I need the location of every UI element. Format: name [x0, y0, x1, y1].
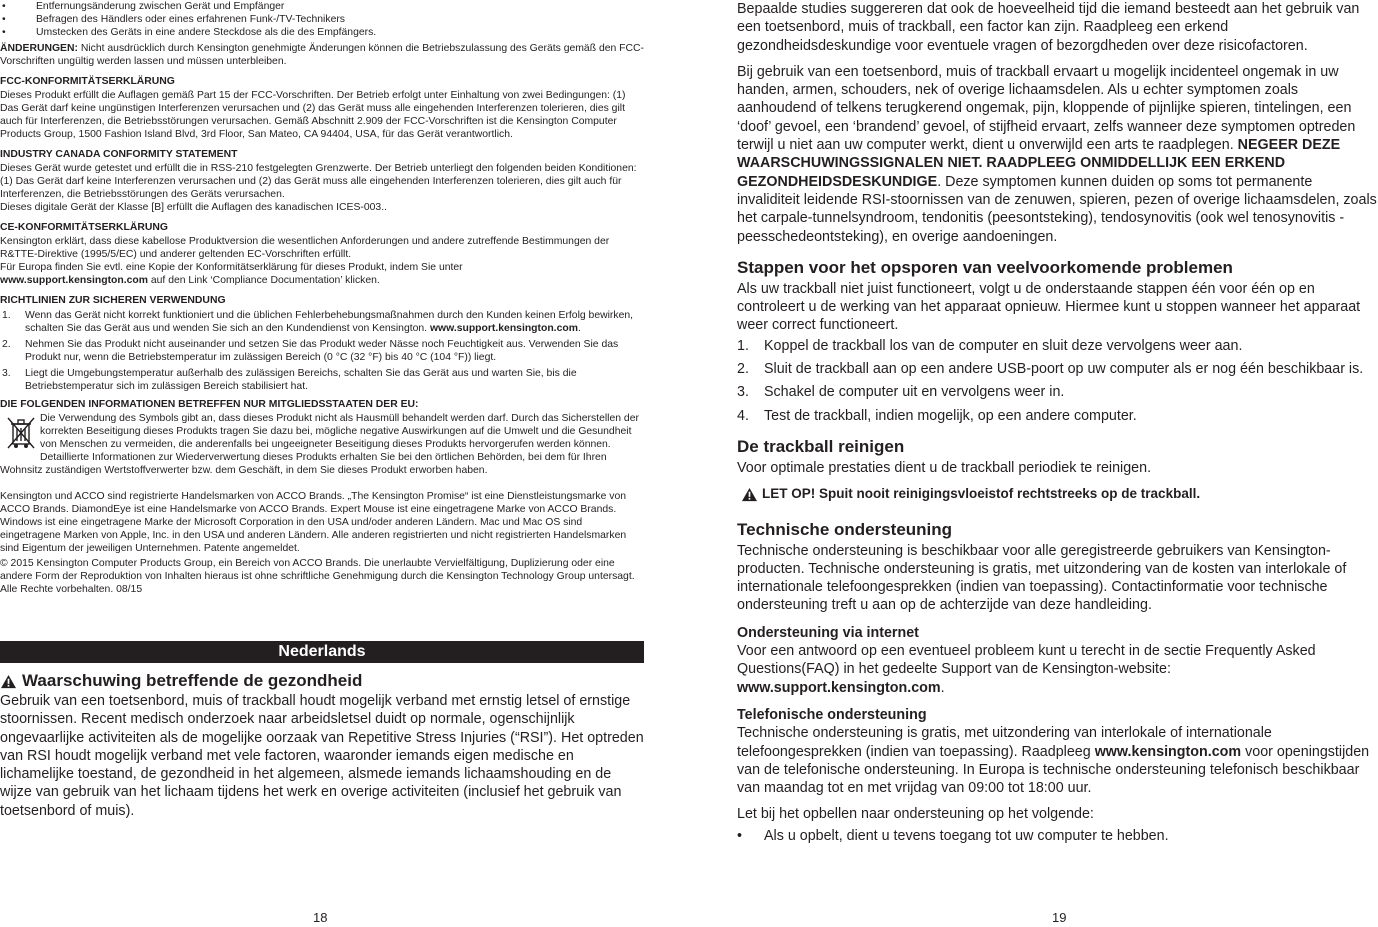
eu-text: Die Verwendung des Symbols gibt an, dass dieses Produkt nicht als Hausmüll behandelt werden darf. Durch das Sicherstellen der korrekten Beseitigung dieses Produkts tragen Sie dazu bei, mögliche negative Auswirkungen auf die Umwelt und die Gesundheit von Menschen zu vermeiden, die anderenfalls bei ungeeigneter Beseitigung dieses Produkts hervorgerufen werden können. Detaillierte Informationen zur Wiederverwertung dieses Produkts erhalten Sie bei den örtlichen Behörden, bei dem für Ihren Wohnsitz zuständigen Wertstoffverwerter bzw. dem Geschäft, in dem Sie dieses Produkt erworben haben.: [0, 413, 639, 476]
list-item: • Entfernungsänderung zwischen Gerät und Empfänger: [0, 0, 644, 13]
left-page: [0, 0, 648, 927]
list-number: 2.: [2, 339, 11, 350]
phone-support-heading: Telefonische ondersteuning: [737, 706, 927, 723]
safety-heading: RICHTLINIEN ZUR SICHEREN VERWENDUNG: [0, 295, 226, 306]
ce-text-2: Für Europa finden Sie evtl. eine Kopie der Konformitätserklärung für dieses Produkt, indem Sie unter: [0, 262, 463, 273]
changes-label: ÄNDERUNGEN:: [0, 43, 78, 54]
list-item: [737, 360, 1378, 378]
web-support-paragraph: [737, 642, 1378, 697]
safety-after-1: .: [577, 323, 581, 334]
list-number: 1.: [2, 310, 11, 321]
cleaning-text: Voor optimale prestaties dient u de trackball periodiek te reinigen.: [737, 459, 1152, 476]
warning-text: Gebruik van een toetsenbord, muis of trackball houdt mogelijk verband met ernstig letsel of ernstige stoornissen. Recent medisch onderzoek naar arbeidsletsel duidt op normale, ogenschijnlijk ongevaarlijke activiteiten als de mogelijke oorzaak van Repetitive Stress Injuries (“RSI”). Het optreden van RSI houdt mogelijk verband met vele factoren, waaronder iemands eigen medische en lichamelijke toestand, de gezondheid in het algemeen, alsmede iemands lichaamshouding en de wijze van gebruik van het lichaam tijdens het werk en overige activiteiten (inclusief het gebruik van toetsenbord of muis).: [0, 693, 644, 819]
phone-support-text-2: voor openingstijden van de telefonische ondersteuning. In Europa is technische ondersteuning telefonisch beschikbaar van maandag tot en met vrijdag van 09:00 tot 18:00 uur.: [737, 743, 1370, 797]
cleaning-caution: [741, 485, 1378, 503]
fcc-heading: FCC-KONFORMITÄTSERKLÄRUNG: [0, 76, 175, 87]
right-page: [737, 0, 1378, 927]
list-text: Sluit de trackball aan op een andere USB-poort op uw computer als er nog één beschikbaar is.: [764, 361, 1364, 378]
changes-text: Nicht ausdrücklich durch Kensington genehmigte Änderungen können die Betriebszulassung des Geräts gemäß den FCC-Vorschriften ungültig werden lassen und müssen unterbleiben.: [0, 43, 644, 67]
support-text: Technische ondersteuning is beschikbaar voor alle geregistreerde gebruikers van Kensington-producten. Technische ondersteuning is gratis, met uitzondering van de kosten van interlokale of internationale telefoongesprekken (indien van toepassing). Contactinformatie voor technische ondersteuning treft u aan op de achterzijde van deze handleiding.: [737, 542, 1347, 614]
list-item: [737, 407, 1378, 425]
intro2-end: . Deze symptomen kunnen duiden op soms tot permanente invaliditeit leidende RSI-stoornissen van de zenuwen, spieren, pezen of overige lichaamsdelen, zoals het carpale-tunnelsyndroom, tendonitis (peesontsteking), tendosynovitis (ook wel tenosynovitis - peesschedeontsteking), en overige aandoeningen.: [737, 173, 1377, 245]
list-number: 3.: [2, 368, 11, 379]
safety-text-1: Wenn das Gerät nicht korrekt funktioniert und die üblichen Fehlerbehebungsmaßnahmen durch den Kunden keinen Erfolg bewirken, schalten Sie das Gerät aus und wenden Sie sich an den Kundendienst von Kensington.: [25, 310, 634, 334]
web-support-text: Voor een antwoord op een eventueel probleem kunt u terecht in de sectie Frequently Asked Questions(FAQ) in het gedeelte Support van de Kensington-website:: [737, 643, 1316, 678]
ce-link[interactable]: www.support.kensington.com: [0, 275, 148, 286]
list-number: 3.: [737, 384, 749, 401]
web-support-after: .: [940, 679, 945, 696]
phone-support-text: Technische ondersteuning is gratis, met uitzondering van interlokale of internationale telefoongesprekken (indien van toepassing). Raadpleeg: [737, 725, 1272, 760]
list-text: Test de trackball, indien mogelijk, op een andere computer.: [764, 407, 1137, 424]
fcc-text: Dieses Produkt erfüllt die Auflagen gemäß Part 15 der FCC-Vorschriften. Der Betrieb erfolgt unter Einhaltung von zwei Bedingungen: (1) Das Gerät darf keine ungünstigen Interferenzen verursachen und (2) das Gerät muss alle eingehenden Interferenzen tolerieren, dies gilt auch für Interferenzen, die Betriebsstörungen verursachen. Gemäß Abschnitt 2.909 der FCC-Vorschriften ist die Kensington Computer Products Group, 1500 Fashion Island Blvd, 3rd Floor, San Mateo, CA 94404, USA, für das Gerät verantwortlich.: [0, 90, 626, 140]
list-text: Liegt die Umgebungstemperatur außerhalb des zulässigen Bereichs, schalten Sie das Gerät aus und warten Sie, bis die Betriebstemperatur sich im zulässigen Bereich stabilisiert hat.: [25, 368, 577, 392]
eu-heading: DIE FOLGENDEN INFORMATIONEN BETREFFEN NUR MITGLIEDSSTAATEN DER EU:: [0, 399, 419, 410]
list-item: [0, 309, 644, 335]
list-text: Nehmen Sie das Produkt nicht auseinander und setzen Sie das Produkt weder Nässe noch Feuchtigkeit aus. Verwenden Sie das Produkt nur, wenn die Betriebstemperatur im zulässigen Bereich (0 °C (32 °F) bis 40 °C (104 °F)) liegt.: [25, 339, 619, 363]
warning-title-text: Waarschuwing betreffende de gezondheid: [22, 671, 363, 690]
list-text: Koppel de trackball los van de computer en sluit deze vervolgens weer aan.: [764, 337, 1243, 354]
web-support-heading: Ondersteuning via internet: [737, 624, 919, 641]
page-number-left: 18: [313, 910, 328, 925]
eu-block: [0, 412, 644, 477]
list-text: [25, 309, 644, 335]
list-item: [737, 337, 1378, 355]
list-item: [0, 367, 644, 393]
list-item: • Umstecken des Geräts in eine andere Steckdose als die des Empfängers.: [0, 26, 644, 39]
web-support-link[interactable]: www.support.kensington.com: [737, 679, 941, 696]
phone-support-link[interactable]: www.kensington.com: [1094, 743, 1242, 760]
warning-title: [0, 670, 644, 692]
list-number: 2.: [737, 361, 749, 378]
ce-text: Kensington erklärt, dass diese kabellose Produktversion die wesentlichen Anforderungen und andere zutreffende Bestimmungen der R&TTE-Direktive (1995/5/EC) und anderer geltenden EC-Vorschriften erfüllt.: [0, 236, 610, 260]
ce-text-3-line: [0, 274, 644, 287]
call-intro: Let bij het opbellen naar ondersteuning op het volgende:: [737, 806, 1094, 823]
troubleshooting-heading: Stappen voor het opsporen van veelvoorkomende problemen: [737, 257, 1233, 277]
support-heading: Technische ondersteuning: [737, 519, 953, 539]
intro-paragraph-2: [737, 63, 1378, 246]
ce-heading: CE-KONFORMITÄTSERKLÄRUNG: [0, 222, 168, 233]
troubleshooting-intro: Als uw trackball niet juist functioneert, volgt u de onderstaande stappen één voor één op en controleert u de werking van het apparaat opnieuw. Hiermee kunt u stoppen wanneer het apparaat weer correct functioneert.: [737, 280, 1361, 334]
intro2-bold: NEGEER DEZE WAARSCHUWINGSSIGNALEN NIET. RAADPLEEG ONMIDDELLIJK EEN ERKEND GEZONDHEIDSDESKUNDIGE: [737, 137, 1341, 190]
weee-bin-icon: [0, 412, 40, 456]
caution-text: LET OP! Spuit nooit reinigingsvloeistof rechtstreeks op de trackball.: [762, 486, 1201, 502]
list-text: Als u opbelt, dient u tevens toegang tot uw computer te hebben.: [764, 827, 1169, 844]
interference-bullet-list: [0, 0, 644, 39]
canada-text-2: Dieses digitale Gerät der Klasse [B] erfüllt die Auflagen des kanadischen ICES-003..: [0, 202, 387, 213]
intro-paragraph-1: Bepaalde studies suggereren dat ook de hoeveelheid tijd die iemand besteedt aan het gebruik van een toetsenbord, muis of trackball, een factor kan zijn. Raadpleeg een erkend gezondheidsdeskundige voor eventuele vragen of bezorgdheden over deze risicofactoren.: [737, 1, 1360, 54]
trademarks-text: Kensington und ACCO sind registrierte Handelsmarken von ACCO Brands. „The Kensington Promise“ ist eine Dienstleistungsmarke von ACCO Brands. DiamondEye ist eine Handelsmarke von ACCO Brands. Expert Mouse ist eine eingetragene Marke von ACCO Brands. Windows ist eine eingetragene Marke der Microsoft Corporation in den USA und/oder anderen Ländern. Mac und Mac OS sind eingetragene Marken von Apple, Inc. in den USA und anderen Ländern. Alle anderen registrierten und nicht registrierten Handelsmarken sind Eigentum der jeweiligen Unternehmen. Patente angemeldet.: [0, 491, 627, 554]
support-link[interactable]: www.support.kensington.com: [429, 323, 578, 334]
call-bullet-list: [737, 827, 1378, 845]
list-item: [737, 827, 1378, 845]
bullet-icon: •: [737, 827, 743, 844]
list-number: 1.: [737, 337, 749, 354]
intro2-text: Bij gebruik van een toetsenbord, muis of trackball ervaart u mogelijk incidenteel ongemak in uw handen, armen, schouders, nek of overige lichaamsdelen. Als u echter symptomen zoals aanhoudend of telkens terugkerend ongemak, pijn, kloppende of pijnlijke spieren, tintelingen, een ‘doof’ gevoel, een ‘brandend’ gevoel, of stijfheid ervaart, zelfs wanneer deze symptomen optreden terwijl u niet aan uw computer werkt, dient u onverwijld een arts te raadplegen.: [737, 63, 1356, 154]
cleaning-heading: De trackball reinigen: [737, 436, 905, 456]
canada-heading: INDUSTRY CANADA CONFORMITY STATEMENT: [0, 149, 238, 160]
page-number-right: 19: [1052, 910, 1067, 925]
language-banner: Nederlands: [0, 641, 644, 663]
list-item: • Befragen des Händlers oder eines erfahrenen Funk-/TV-Technikers: [0, 13, 644, 26]
canada-text: Dieses Gerät wurde getestet und erfüllt die in RSS-210 festgelegten Grenzwerte. Der Betrieb unterliegt den folgenden beiden Konditionen: (1) Das Gerät darf keine Interferenzen verursachen und (2) das Gerät muss alle eingehenden Interferenzen tolerieren, dies gilt auch für Interferenzen, die Betriebsstörungen des Geräts verursachen.: [0, 163, 637, 200]
list-item: [0, 338, 644, 364]
list-item: [737, 383, 1378, 401]
phone-support-paragraph: [737, 724, 1378, 797]
troubleshooting-steps: [737, 337, 1378, 425]
list-number: 4.: [737, 407, 749, 424]
safety-list: [0, 309, 644, 393]
warning-icon: [741, 487, 758, 502]
ce-text-3: auf den Link ‘Compliance Documentation’ klicken.: [150, 275, 380, 286]
list-text: Schakel de computer uit en vervolgens weer in.: [764, 384, 1065, 401]
copyright-text: © 2015 Kensington Computer Products Group, ein Bereich von ACCO Brands. Die unerlaubte Vervielfältigung, Duplizierung oder eine andere Form der Reproduktion von Inhalten hieraus ist ohne schriftliche Genehmigung durch die Kensington Technology Group untersagt. Alle Rechte vorbehalten. 08/15: [0, 558, 635, 595]
warning-icon: [0, 674, 17, 689]
changes-paragraph: [0, 42, 644, 68]
